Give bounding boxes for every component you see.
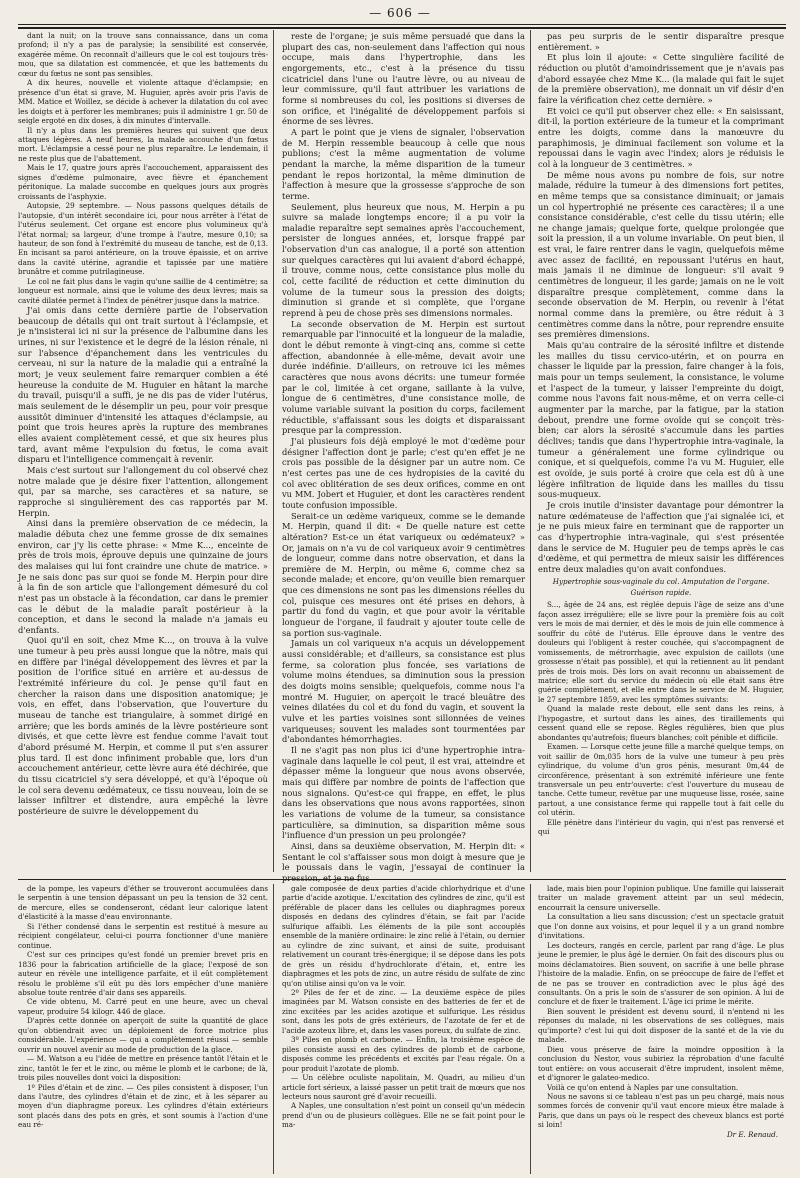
case-heading: Hypertrophie sous-vaginale du col. Amputation de l'organe. <box>552 577 770 587</box>
paragraph: Mais c'est surtout sur l'allongement du col observé chez notre malade que je désire fixer l'attention, allongement qui, par sa marche, ses caractères et sa nature, se rapproche si singulièrement des cas rapportés par M. Herpin. <box>18 464 268 518</box>
paragraph: Elle pénètre dans l'intérieur du vagin, qui n'est pas renversé et qui <box>538 817 784 837</box>
paragraph: Mais le 17, quatre jours après l'accouchement, apparaissent des signes d'œdème pulmonaire, avec fièvre et épanchement péritonique. La malade succombe en quelques jours aux progrès croissants de l'asphyxie. <box>18 163 268 201</box>
column-divider <box>530 884 531 1174</box>
news-column-3 <box>538 884 784 1176</box>
paragraph: Voilà ce qu'on entend à Naples par une consultation. <box>547 1082 739 1092</box>
column-divider <box>273 884 274 1174</box>
paragraph: La seconde observation de M. Herpin est surtout remarquable par l'innocuité et la longueur de la maladie, dont le début remonte à vingt-cinq ans, comme si cette affection, abandonnée à elle-même, devait avoir une durée indéfinie. D'ailleurs, on retrouve ici les mêmes caractères que nous avons décrits: une tumeur formée par le col, limitée à cet organe, saillante à la vulve, longue de 6 centimètres, d'une consistance molle, de volume variable suivant la position du corps, facilement réductible, s'affaissant sous les doigts et disparaissant presque par la compression. <box>282 318 525 436</box>
paragraph: Ce vide obtenu, M. Carré peut en une heure, avec un cheval vapeur, produire 54 kilogr. 446 de glace. <box>18 997 268 1016</box>
paragraph: La consultation a lieu sans discussion; c'est un spectacle gratuit que l'on donne aux voisins, et pour lequel il y a un grand nombre d'invitations. <box>538 912 784 941</box>
paragraph: reste de l'organe; je suis même persuadé que dans la plupart des cas, non-seulement dans l'affection qui nous occupe, mais dans l'hypertrophie, dans les engorgements, etc., c'est à la présence du tissu cicatriciel dans l'une ou l'autre lèvre, ou au niveau de leur commissure, qu'il faut attribuer les variations de forme si nombreuses du col, les positions si diverses de son orifice, et l'inégalité de développement parfois si énorme de ses lèvres. <box>282 31 525 127</box>
paragraph: Bien souvent le président est devenu sourd, il n'entend ni les réponses du malade, ni les observations de ses collègues, mais qu'importe? c'est lui qui doit disposer de la santé et de la vie du malade. <box>538 1006 784 1045</box>
news-column-2 <box>282 884 525 1176</box>
article-column-1 <box>18 31 268 875</box>
paragraph: lade, mais bien pour l'opinion publique. Une famille qui laisserait traiter un malade gravement atteint par un seul médecin, encourrait la censure universelle. <box>538 884 784 912</box>
paragraph: Il ne s'agit pas non plus ici d'une hypertrophie intra-vaginale dans laquelle le col peut, il est vrai, atteindre et dépasser même la longueur que nous avons observée, mais qui diffère par nombre de points de l'affection que nous signalons. Qu'est-ce qui frappe, en effet, le plus dans les observations que nous avons rapportées, sinon les variations de volume de la tumeur, sa consistance particulière, sa diminution, sa disparition même sous l'influence d'un pression un peu prolongée? <box>282 744 525 841</box>
paragraph: Et voici ce qu'il put observer chez elle: « En saisissant, dit-il, la portion extérieure de la tumeur et la comprimant entre les doigts, comme dans la manœuvre du paraphimosis, je diminuai facilement son volume et la repoussai dans le vagin avec l'index; alors je réduisis le col à la longueur de 3 centimètres. » <box>538 105 784 169</box>
paragraph: gale composée de deux parties d'acide chlorhydrique et d'une partie d'acide azotique. L'excitation des cylindres de zinc, qu'il est préférable de placer dans les cellules ou diaphragmes poreux disposés en dedans des cylindres d'étain, se fait par l'acide sulfurique affaibli. Les éléments de la pile sont accouplés ensemble de la manière ordinaire: le zinc relié à l'étain, ou dernier au cylindre de zinc suivant, et ainsi de suite, produisant relativement un courant très-énergique; il se dépose dans les pots de grès un résidu d'hydrochlorate d'étain, et, entre les diaphragmes et les pots de zinc, un autre résidu de sulfate de zinc qu'on utilise ainsi qu'on va le voir. <box>282 884 525 988</box>
paragraph: Ainsi, dans sa deuxième observation, M. Herpin dit: « Sentant le col s'affaisser sous mon doigt à mesure que je le poussais dans le vagin, j'essayai de continuer la pression, et je ne fus <box>282 840 525 883</box>
paragraph: dant la nuit; on la trouve sans connaissance, dans un coma profond; il n'y a pas de paralysie; la sensibilité est conservée, exagérée même. On reconnaît d'ailleurs que le col est toujours très-mou, que sa dilatation est commencée, et que les battements du cœur du fœtus ne sont pas sensibles. <box>18 31 268 78</box>
paragraph: D'après cette donnée on aperçoit de suite la quantité de glace qu'on obtiendrait avec un déploiement de force motrice plus considérable. L'expérience — qui a complètement réussi — semble ouvrir un nouvel avenir au mode de production de la glace. <box>18 1016 268 1054</box>
paragraph: — M. Watson a eu l'idée de mettre en présence tantôt l'étain et le zinc, tantôt le fer et le zinc, ou même le plomb et le carbone; de là, trois piles nouvelles dont voici la disposition: <box>18 1054 268 1083</box>
paragraph: pas peu surpris de le sentir disparaître presque entièrement. » <box>538 31 784 52</box>
paragraph: Mais qu'au contraire de la sérosité infiltre et distende les mailles du tissu cervico-utérin, et on pourra en chasser le liquide par la pression, faire changer à la fois, mais pour un temps seulement, la consistance, le volume et l'aspect de la tumeur, y laisser l'empreinte du doigt, comme nous l'avons fait nous-même, et on verra celle-ci augmenter par la marche, par la fatigue, par la station debout, prendre une forme ovoïde qui se conçoit très-bien; car alors la sérosité s'accumule dans les parties déclives; tandis que dans l'hypertrophie intra-vaginale, la tumeur a généralement une forme cylindrique ou conique, et si quelquefois, comme l'a vu M. Huguier, elle est ovoïde, je suis porté à croire que cela est dû à une légère infiltration de liquide dans les mailles du tissu sous-muqueux. <box>538 340 784 500</box>
paragraph: — Un célèbre oculiste napolitain, M. Quadri, au milieu d'un article fort sérieux, a laissé passer un petit trait de mœurs que nos lecteurs nous sauront gré d'avoir recueilli. <box>282 1073 525 1101</box>
paragraph: 2º Piles de fer et de zinc. — La deuxième espèce de piles imaginées par M. Watson consiste en des batteries de fer et de zinc excitées par les acides azotique et sulfurique. Les résidus sont, dans les pots de grès extérieurs, de l'azotate de fer et de l'acide azoteux libre, et, dans les vases poreux, du sulfate de zinc. <box>282 987 525 1035</box>
paragraph: Examen. — Lorsque cette jeune fille a marché quelque temps, on voit saillir de 0m,035 hors de la vulve une tumeur à peu près cylindrique, du volume d'un gros pénis, mesurant 0m,44 de circonférence, présentant à son extrémité inférieure une fente transversale un peu entr'ouverte: c'est l'ouverture du museau de tanche. Cette tumeur, revêtue par une muqueuse lisse, rosée, saine partout, a une consistance ferme qui rappelle tout à fait celle du col utérin. <box>538 742 784 818</box>
paragraph: de la pompe, les vapeurs d'éther se trouveront accumulées dans le serpentin à une tension dépassant un peu la tension de 32 cent. de mercure, elles se condenseront, cédant leur calorique latent d'élasticité à la masse d'eau environnante. <box>18 884 268 922</box>
paragraph: Le col ne fait plus dans le vagin qu'une saillie de 4 centimètre; sa longueur est normale, ainsi que le volume des deux lèvres; mais sa cavité dilatée permet à l'index de pénétrer jusque dans la matrice. <box>18 276 268 305</box>
paragraph: Quoi qu'il en soit, chez Mme K..., on trouva à la vulve une tumeur à peu près aussi longue que la nôtre, mais qui en diffère par l'inégal développement des lèvres et par la position de l'orifice situé en arrière et au-dessus de l'extrémité inférieure du col. Je pense qu'il faut en chercher la raison dans une disposition anatomique; je vois, en effet, dans l'observation, que l'ouverture du museau de tanche est triangulaire, à sommet dirigé en arrière; que les bords aminés de la lèvre postérieure sont divisés, et que cette lèvre est fendue comme l'avait tout d'abord présumé M. Herpin, et comme il put s'en assurer plus tard. Il est donc infiniment probable que, lors d'un accouchement antérieur, cette lèvre aura été déchirée, que du tissu cicatriciel s'y sera développé, et qu'à l'époque où le col sera devenu œdémateux, ce tissu nouveau, loin de se laisser infiltrer et distendre, aura empêché la lèvre postérieure de suivre le développement du <box>18 635 268 816</box>
paragraph: J'ai plusieurs fois déjà employé le mot d'œdème pour désigner l'affection dont je parle; c'est qu'en effet je ne crois pas possible de la désigner par un autre nom. Ce n'est certes pas une de ces hydropisies de la cavité du col avec oblitération de ses deux orifices, comme en ont vu MM. Jobert et Huguier, et dont les caractères rendent toute confusion impossible. <box>282 435 525 510</box>
paragraph: C'est sur ces principes qu'est fondé un premier brevet pris en 1836 pour la fabrication artificielle de la glace; l'exposé de son auteur en révèle une intelligence parfaite, et il eût complètement résolu le problème s'il eût pu dès lors empêcher d'une manière absolue toute rentrée d'air dans ses appareils. <box>18 950 268 997</box>
column-divider <box>273 30 274 872</box>
paragraph: S..., âgée de 24 ans, est réglée depuis l'âge de seize ans d'une façon assez irrégulière; elle se livre pour la première fois au coït vers le mois de mai dernier, et dès le mois de juin elle commence à souffrir du côté de l'utérus. Elle éprouve dans le ventre des douleurs qui l'obligent à rester couchée, qui s'accompagnent de vomissements, de métrorrhagie, avec expulsion de caillots (une grossesse n'était pas possible), et qui la retiennent au lit pendant près de trois mois. Dès lors on avait reconnu un abaissement de matrice; elle sort du service du médecin où elle était sans être guérie complètement, et elle entre dans le service de M. Huguier, le 27 septembre 1859, avec les symptômes suivants: <box>538 600 784 704</box>
paragraph: Je crois inutile d'insister davantage pour démontrer la nature œdémateuse de l'affection que j'ai signalée ici, et je ne puis mieux faire en terminant que de rapporter un cas d'hypertrophie intra-vaginale, qui s'est présentée dans le service de M. Huguier peu de temps après le cas d'œdème, et qui permettra de mieux saisir les différences entre deux maladies qu'on avait confondues. <box>538 499 784 574</box>
paragraph: Ainsi dans la première observation de ce médecin, la maladie débuta chez une femme grosse de dix semaines environ, car j'y lis cette phrase: « Mme K..., enceinte de près de trois mois, éprouve depuis une quinzaine de jours des malaises qui lui font craindre une chute de matrice. » Je ne sais donc pas sur quoi se fonde M. Herpin pour dire à la fin de son article que l'allongement démesuré du col n'est pas un obstacle à la fécondation, car dans le premier cas le début de la maladie paraît postérieur à la conception, et dans le second la malade n'a jamais eu d'enfants. <box>18 518 268 635</box>
paragraph: Il n'y a plus dans les premières heures qui suivent que deux attaques légères. A neuf heures, la malade accouche d'un fœtus mort. L'éclampsie a cessé pour ne plus reparaître. Le lendemain, il ne reste plus que de l'abattement. <box>18 125 268 163</box>
paragraph: A dix heures, nouvelle et violente attaque d'éclampsie; en présence d'un état si grave, M. Huguier, après avoir pris l'avis de MM. Matice et Woillez, se décide à achever la dilatation du col avec les doigts et à perforer les membranes; puis il administre 1 gr. 50 de seigle ergoté en dix doses, à dix minutes d'intervalle. <box>18 78 268 126</box>
paragraph: Seulement, plus heureux que nous, M. Herpin a pu suivre sa malade longtemps encore; il a pu voir la maladie reparaître sept semaines après l'accouchement, persister de longues années, et, lorsque frappé par l'observation d'un cas analogue, il a porté son attention sur quelques caractères qui lui avaient d'abord échappé, il trouve, comme nous, cette consistance plus molle du col, cette facilité de réduction et cette diminution du volume de la tumeur sous la pression des doigts; diminution si grande et si complète, que l'organe reprend à peu de chose près ses dimensions normales. <box>282 201 525 319</box>
paragraph: J'ai omis dans cette dernière partie de l'observation beaucoup de détails qui ont trait surtout à l'éclampsie, et je n'insisterai ici ni sur la présence de l'albumine dans les urines, ni sur l'existence et le degré de la lésion rénale, ni sur l'absence d'épanchement dans les ventricules du cerveau, ni sur la nature de la maladie qui a entraîné la mort; je veux seulement faire remarquer combien a été heureuse la conduite de M. Huguier en hâtant la marche du travail, puisqu'il a suffi, je ne dis pas de vider l'utérus, mais seulement de le désemplir un peu, pour voir presque aussitôt diminuer d'intensité les attaques d'éclampsie, au point que trois heures après la rupture des membranes elles avaient complètement cessé, et que six heures plus tard, avant même l'expulsion du fœtus, le coma avait disparu et l'intelligence commençait à revenir. <box>18 305 268 465</box>
paragraph: 1º Piles d'étain et de zinc. — Ces piles consistent à disposer, l'un dans l'autre, des cylindres d'étain et de zinc, et à les séparer au moyen d'un diaphragme poreux. Les cylindres d'étain extérieurs sont placés dans des pots en grès, et sont soumis à l'action d'une eau ré- <box>18 1082 268 1130</box>
page-number: — 606 — <box>369 6 431 20</box>
header-rule <box>18 24 786 25</box>
header-rule-thick <box>18 27 786 29</box>
paragraph: Serait-ce un œdème variqueux, comme se le demande M. Herpin, quand il dit: « De quelle nature est cette altération? Est-ce un état variqueux ou œdémateux? » Or, jamais on n'a vu de col variqueux avoir 9 centimètres de longueur, comme dans notre observation, et dans la première de M. Herpin, ou même 6, comme chez sa seconde malade; et encore, qu'on veuille bien remarquer que ces dimensions ne sont pas les dimensions réelles du col, puisque ces mesures ont été prises en dehors, à partir du fond du vagin, et que pour avoir la véritable longueur de l'organe, il faudrait y ajouter toute celle de sa portion sus-vaginale. <box>282 510 525 638</box>
paragraph: Nous ne savons si ce tableau n'est pas un peu chargé, mais nous sommes forcés de convenir qu'il vaut encore mieux être malade à Paris, que dans un pays où le respect des cheveux blancs est porté si loin! <box>538 1091 784 1130</box>
paragraph: Et plus loin il ajoute: « Cette singulière facilité de réduction ou plutôt d'amoindrissement que je n'avais pas d'abord essayée chez Mme K... (la malade qui fait le sujet de la première observation), me donnait un vif désir d'en faire la vérification chez cette dernière. » <box>538 52 784 105</box>
paragraph: A part le point que je viens de signaler, l'observation de M. Herpin ressemble beaucoup à celle que nous publions; c'est la même augmentation de volume pendant la marche, la même disparition de la tumeur pendant le repos horizontal, la même diminution de l'affection à mesure que la grossesse s'approche de son terme. <box>282 126 525 201</box>
paragraph: Dieu vous préserve de faire la moindre opposition à la conclusion du Nestor, vous subiriez la réprobation d'une faculté tout entière: on vous accuserait d'être imprudent, insolent même, et d'ignorer le galateo-medico. <box>538 1044 784 1083</box>
paragraph: A Naples, une consultation n'est point un conseil qu'un médecin prend d'un ou de plusieurs collègues. Elle ne se fait point pour le ma- <box>282 1101 525 1130</box>
article-column-3 <box>538 31 784 875</box>
paragraph: Autopsie, 29 septembre. — Nous passons quelques détails de l'autopsie, d'un intérêt secondaire ici, pour nous arrêter à l'état de l'utérus seulement. Cet organe est encore plus volumineux qu'à l'état normal; sa largeur, d'une trompe à l'autre, mesure 0,10; sa hauteur, de son fond à l'extrémité du museau de tanche, est de 0,13. En incisant sa paroi antérieure, on la trouve épaissie, et on arrive dans la cavité utérine, agrandie et tapissée par une matière brunâtre et comme putrilagineuse. <box>18 201 268 277</box>
paragraph: Si l'éther condensé dans le serpentin est restitué à mesure au récipient congélateur, celui-ci pourra fonctionner d'une manière continue. <box>18 921 268 950</box>
news-column-1 <box>18 884 268 1176</box>
paragraph: Quand la malade reste debout, elle sent dans les reins, à l'hypogastre, et surtout dans les aines, des tiraillements qui cessent quand elle se repose. Règles régulières, bien que plus abondantes qu'autrefois; flueurs blanches; coït pénible et difficile. <box>538 704 784 742</box>
paragraph: De même nous avons pu nombre de fois, sur notre malade, réduire la tumeur à des dimensions fort petites, en même temps que sa consistance diminuait; or jamais un col hypertrophié ne présente ces caractères; il a une consistance considérable, c'est celle du tissu utérin; elle ne change jamais; quelque forte, quelque prolongée que soit la pression, il a un volume invariable. On peut bien, il est vrai, le faire rentrer dans le vagin, quelquefois même avec assez de facilité, en repoussant l'utérus en haut, mais jamais il ne diminue de longueur: s'il avait 9 centimètres de longueur, il les garde; jamais on ne le voit disparaître presque complètement, comme dans la seconde observation de M. Herpin, ou revenir à l'état normal comme dans la première, ou être réduit à 3 centimètres comme dans la nôtre, pour reprendre ensuite ses premières dimensions. <box>538 169 784 340</box>
column-divider <box>530 30 531 872</box>
article-column-2 <box>282 31 525 883</box>
paragraph: Jamais un col variqueux n'a acquis un développement aussi considérable; et d'ailleurs, sa consistance est plus ferme, sa coloration plus foncée, ses variations de volume moins étendues, sa diminution sous la pression des doigts moins sensible; quelquefois, comme nous l'a montré M. Huguier, on aperçoit le tracé bleuâtre des veines dilatées du col et du fond du vagin, et souvent la vulve et les parties voisines sont sillonnées de veines variqueuses; souvent les malades sont tourmentées par d'abondantes hémorrhagies. <box>282 638 525 745</box>
paragraph: Les docteurs, rangés en cercle, parlent par rang d'âge. Le plus jeune le premier, le plus âgé le dernier. On fait des discours plus ou moins déclamatoires. Bien souvent, on sacrifie à une belle phrase l'histoire de la maladie. Enfin, on se préoccupe de faire de l'effet et de ne pas se trouver en contradiction avec le plus âgé des consultants. On a pris le soin de s'assurer de son opinion. A lui de conclure et de fixer le traitement. L'âge ici prime le mérite. <box>538 940 784 1007</box>
case-subheading: Guérison rapide. <box>630 587 692 597</box>
section-rule <box>18 879 786 880</box>
author-signature: Dr E. Renaud. <box>726 1129 778 1139</box>
paragraph: 3º Piles en plomb et carbone. — Enfin, la troisième espèce de piles consiste aussi en des cylindres de plomb et de carbone, disposés comme les précédents et excités par l'eau régale. On a pour produit l'azotate de plomb. <box>282 1035 525 1073</box>
